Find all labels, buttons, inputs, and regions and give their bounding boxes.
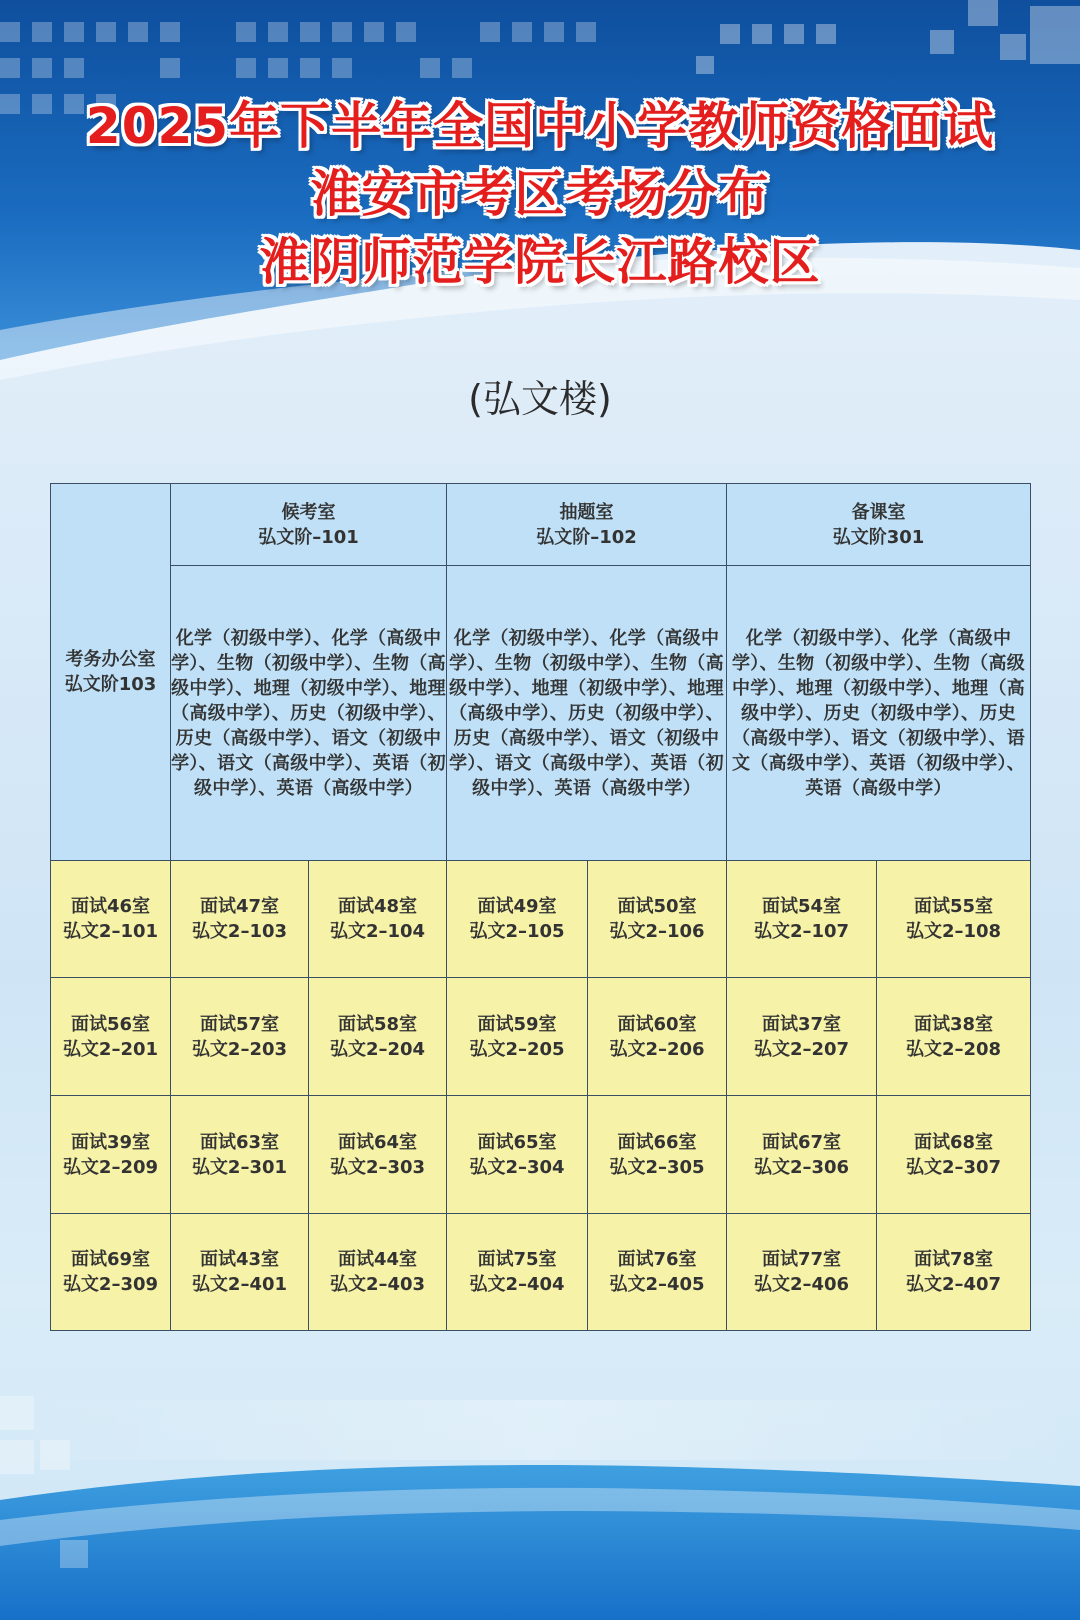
- interview-room-cell: [588, 978, 727, 1096]
- interview-room-cell: [447, 1096, 588, 1214]
- interview-room-location: 弘文2–209: [62, 1156, 159, 1178]
- interview-room-cell: [727, 1096, 877, 1214]
- waiting-room-name: 候考室: [281, 501, 336, 523]
- interview-room-name: 面试67室: [762, 1131, 842, 1153]
- prep-room-subjects: 化学（初级中学）、化学（高级中学）、生物（初级中学）、生物（高级中学）、地理（初级中学）、地理（高级中学）、历史（初级中学）、历史（高级中学）、语文（初级中学）、语文（高级中学）、英语（初级中学）、英语（高级中学）: [727, 566, 1031, 861]
- interview-room-cell: [877, 978, 1031, 1096]
- exam-office-cell: [51, 484, 171, 861]
- waiting-room-location: 弘文阶–101: [258, 526, 359, 548]
- interview-room-location: 弘文2–305: [609, 1156, 705, 1178]
- interview-room-location: 弘文2–407: [905, 1274, 1002, 1295]
- interview-room-cell: [309, 978, 447, 1096]
- interview-room-cell: [727, 978, 877, 1096]
- interview-room-name: 面试63室: [199, 1131, 280, 1153]
- interview-room-name: 面试64室: [337, 1131, 418, 1153]
- interview-room-location: 弘文2–205: [469, 1038, 565, 1060]
- interview-room-location: 弘文2–309: [62, 1274, 159, 1295]
- interview-room-cell: [447, 978, 588, 1096]
- interview-room-name: 面试76室: [617, 1249, 697, 1270]
- interview-room-cell: [171, 861, 309, 978]
- draw-room-name: 抽题室: [559, 501, 614, 523]
- draw-room-cell: [447, 484, 727, 566]
- interview-room-cell: [309, 861, 447, 978]
- interview-room-location: 弘文2–201: [62, 1038, 159, 1060]
- building-name: (弘文楼): [468, 377, 612, 421]
- interview-room-location: 弘文2–406: [753, 1274, 850, 1295]
- interview-room-name: 面试78室: [914, 1249, 994, 1270]
- interview-room-cell: [51, 978, 171, 1096]
- title-line-2: 淮安市考区考场分布: [310, 165, 770, 223]
- interview-room-cell: [51, 1096, 171, 1214]
- title-line-3: 淮阴师范学院长江路校区: [259, 233, 821, 291]
- interview-room-name: 面试65室: [477, 1131, 557, 1153]
- interview-room-name: 面试37室: [762, 1013, 842, 1035]
- title-line-1: 2025年下半年全国中小学教师资格面试: [85, 97, 995, 155]
- interview-room-cell: [727, 1214, 877, 1331]
- waiting-room-subjects: 化学（初级中学）、化学（高级中学）、生物（初级中学）、生物（高级中学）、地理（初级中学）、地理（高级中学）、历史（初级中学）、历史（高级中学）、语文（初级中学）、语文（高级中学）、英语（初级中学）、英语（高级中学）: [171, 566, 447, 861]
- interview-room-cell: [51, 861, 171, 978]
- interview-room-cell: [171, 1096, 309, 1214]
- interview-room-name: 面试66室: [617, 1131, 697, 1153]
- interview-room-cell: [877, 861, 1031, 978]
- interview-room-cell: [588, 1214, 727, 1331]
- interview-room-location: 弘文2–107: [753, 921, 850, 942]
- interview-room-name: 面试47室: [199, 896, 280, 917]
- interview-room-name: 面试57室: [199, 1013, 280, 1035]
- interview-room-name: 面试48室: [337, 896, 418, 917]
- interview-room-location: 弘文2–304: [469, 1156, 565, 1178]
- office-room: 弘文阶103: [64, 674, 157, 695]
- interview-room-name: 面试56室: [70, 1013, 151, 1035]
- interview-room-name: 面试44室: [337, 1249, 418, 1270]
- interview-room-location: 弘文2–206: [609, 1038, 705, 1060]
- interview-room-name: 面试68室: [914, 1131, 994, 1153]
- interview-room-name: 面试69室: [70, 1249, 151, 1270]
- interview-room-location: 弘文2–106: [609, 921, 705, 942]
- office-name: 考务办公室: [65, 649, 156, 670]
- interview-room-location: 弘文2–301: [191, 1156, 288, 1178]
- interview-room-location: 弘文2–108: [905, 921, 1002, 942]
- interview-room-cell: [309, 1214, 447, 1331]
- prep-room-location: 弘文阶301: [832, 526, 925, 548]
- interview-room-cell: [171, 978, 309, 1096]
- interview-room-name: 面试49室: [477, 896, 557, 917]
- interview-room-location: 弘文2–405: [609, 1274, 705, 1295]
- interview-room-name: 面试43室: [199, 1249, 280, 1270]
- interview-room-location: 弘文2–307: [905, 1156, 1002, 1178]
- interview-room-name: 面试38室: [914, 1013, 994, 1035]
- interview-room-cell: [171, 1214, 309, 1331]
- interview-room-cell: [727, 861, 877, 978]
- interview-room-name: 面试75室: [477, 1249, 557, 1270]
- room-layout-table: [50, 483, 1031, 1331]
- poster-title: [0, 92, 1080, 296]
- interview-room-name: 面试55室: [914, 896, 994, 917]
- interview-room-location: 弘文2–401: [191, 1274, 288, 1295]
- interview-room-location: 弘文2–208: [905, 1038, 1002, 1060]
- interview-room-location: 弘文2–101: [62, 921, 159, 942]
- interview-room-cell: [51, 1214, 171, 1331]
- draw-room-subjects: 化学（初级中学）、化学（高级中学）、生物（初级中学）、生物（高级中学）、地理（初级中学）、地理（高级中学）、历史（初级中学）、历史（高级中学）、语文（初级中学）、语文（高级中学）、英语（初级中学）、英语（高级中学）: [447, 566, 727, 861]
- prep-room-cell: [727, 484, 1031, 566]
- interview-room-location: 弘文2–103: [191, 921, 288, 942]
- prep-room-name: 备课室: [851, 501, 906, 523]
- interview-room-location: 弘文2–403: [329, 1274, 426, 1295]
- interview-room-location: 弘文2–306: [753, 1156, 850, 1178]
- waiting-room-cell: [171, 484, 447, 566]
- interview-room-name: 面试60室: [617, 1013, 697, 1035]
- interview-room-cell: [309, 1096, 447, 1214]
- interview-room-location: 弘文2–204: [329, 1038, 426, 1060]
- interview-room-cell: [588, 861, 727, 978]
- interview-room-location: 弘文2–303: [329, 1156, 426, 1178]
- draw-room-location: 弘文阶–102: [536, 526, 637, 548]
- interview-room-cell: [447, 861, 588, 978]
- interview-room-name: 面试54室: [762, 896, 842, 917]
- interview-room-location: 弘文2–207: [753, 1038, 850, 1060]
- interview-room-cell: [447, 1214, 588, 1331]
- interview-room-location: 弘文2–404: [469, 1274, 565, 1295]
- interview-room-name: 面试46室: [70, 896, 151, 917]
- interview-room-location: 弘文2–203: [191, 1038, 288, 1060]
- interview-room-name: 面试39室: [70, 1131, 151, 1153]
- interview-room-cell: [877, 1096, 1031, 1214]
- interview-room-name: 面试59室: [477, 1013, 557, 1035]
- interview-room-cell: [877, 1214, 1031, 1331]
- interview-room-name: 面试77室: [762, 1249, 842, 1270]
- interview-room-cell: [588, 1096, 727, 1214]
- interview-room-name: 面试58室: [337, 1013, 418, 1035]
- interview-room-location: 弘文2–104: [329, 921, 426, 942]
- interview-room-location: 弘文2–105: [469, 921, 565, 942]
- interview-room-name: 面试50室: [617, 896, 697, 917]
